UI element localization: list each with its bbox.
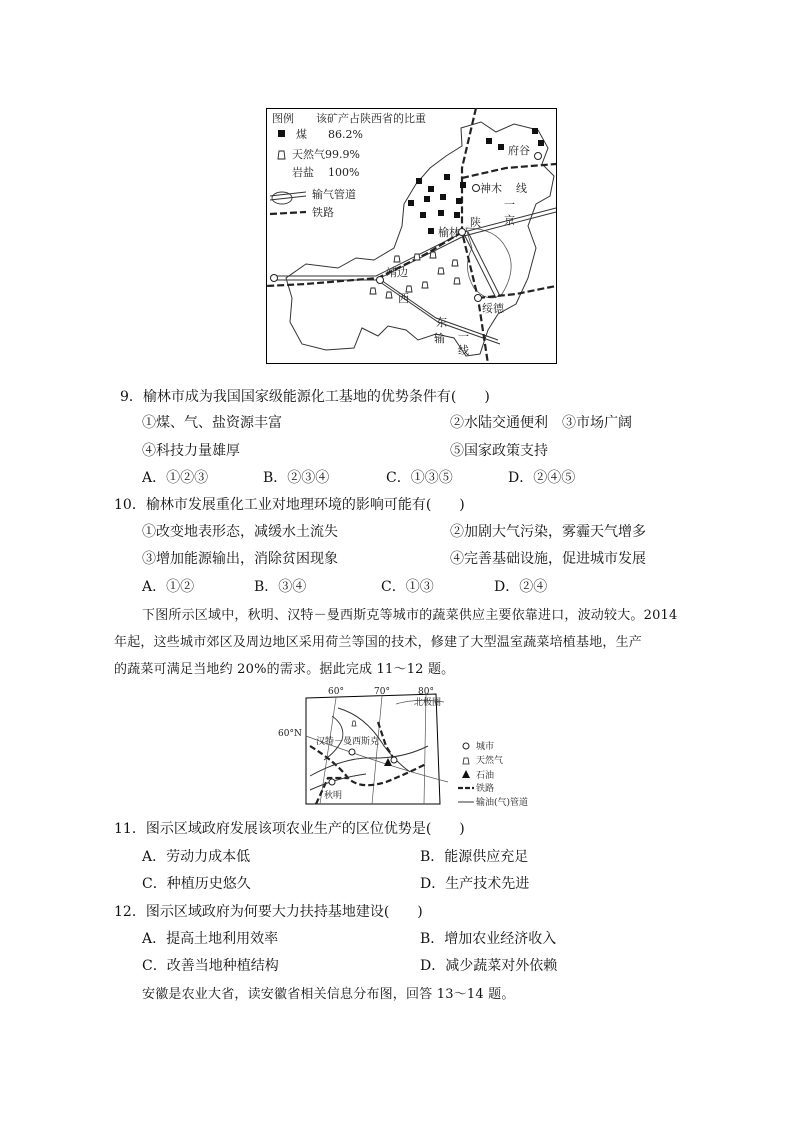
q9-option-5: ⑤国家政策支持 — [450, 443, 548, 459]
svg-text:铁路: 铁路 — [312, 206, 334, 219]
q12-choice-b: B．增加农业经济收入 — [420, 931, 557, 947]
svg-text:石油: 石油 — [476, 771, 495, 781]
svg-text:陕: 陕 — [470, 216, 481, 229]
q9-choice-b: B．②③④ — [263, 470, 330, 486]
q9-stem: 9．榆林市成为我国国家级能源化工基地的优势条件有( ) — [120, 389, 490, 405]
city-tyumen: 秋明 — [324, 791, 343, 801]
coal-legend-icon — [278, 130, 285, 137]
city-hanty: 汉特－曼西斯克 — [316, 737, 380, 747]
svg-text:东: 东 — [436, 316, 447, 329]
q10-choice-a: A．①② — [142, 579, 195, 595]
q9-choice-d: D．②④⑤ — [508, 470, 576, 486]
q11-choice-c: C．种植历史悠久 — [142, 876, 251, 892]
siberia-legend — [458, 740, 528, 808]
city-marker — [349, 749, 355, 755]
svg-text:输气管道: 输气管道 — [312, 188, 356, 201]
svg-text:80°: 80° — [418, 687, 434, 697]
q10-choice-d: D．②④ — [494, 579, 548, 595]
q12-choice-a: A．提高土地利用效率 — [142, 931, 279, 947]
svg-text:西: 西 — [398, 292, 409, 305]
q9-choice-c: C．①③⑤ — [386, 470, 453, 486]
svg-text:京: 京 — [504, 214, 515, 227]
svg-text:一: 一 — [504, 198, 515, 211]
svg-text:一: 一 — [458, 330, 469, 343]
svg-text:输油(气)管道: 输油(气)管道 — [476, 798, 529, 808]
intro-13-14: 安徽是农业大省，读安徽省相关信息分布图，回答 13～14 题。 — [142, 987, 515, 1002]
q12-choice-d: D．减少蔬菜对外依赖 — [420, 958, 558, 974]
q10-option-3: ③增加能源输出，消除贫困现象 — [142, 551, 338, 567]
city-fugu: 府谷 — [508, 144, 530, 157]
city-yulin: 榆林 — [438, 226, 460, 239]
svg-text:线: 线 — [458, 344, 469, 357]
q10-option-4: ④完善基础设施，促进城市发展 — [450, 551, 646, 567]
q11-choice-d: D．生产技术先进 — [420, 876, 530, 892]
city-shenmu: 神木 — [480, 182, 502, 195]
svg-text:岩盐: 岩盐 — [292, 166, 314, 179]
legend-title: 图例 — [272, 112, 294, 125]
q12-choice-c: C．改善当地种植结构 — [142, 958, 279, 974]
svg-text:天然气99.9%: 天然气99.9% — [292, 148, 360, 161]
city-jingbian: 靖边 — [386, 266, 408, 279]
svg-text:86.2%: 86.2% — [328, 128, 363, 141]
q12-stem: 12．图示区域政府为何要大力扶持基地建设( ) — [114, 904, 423, 920]
svg-text:70°: 70° — [374, 687, 390, 697]
legend-subtitle: 该矿产占陕西省的比重 — [316, 112, 426, 125]
svg-text:100%: 100% — [328, 166, 360, 179]
intro-11-12-line2: 年起，这些城市郊区及周边地区采用荷兰等国的技术，修建了大型温室蔬菜培植基地，生产 — [114, 635, 643, 650]
svg-text:铁路: 铁路 — [476, 784, 495, 794]
svg-text:60°: 60° — [328, 687, 344, 697]
siberia-map — [276, 686, 546, 808]
city-suide: 绥德 — [482, 302, 504, 315]
intro-11-12-line1: 下图所示区域中，秋明、汉特－曼西斯克等城市的蔬菜供应主要依靠进口，波动较大。2014 — [142, 608, 678, 623]
arctic-circle-label: 北极圈 — [414, 698, 442, 708]
q9-option-4: ④科技力量雄厚 — [142, 443, 240, 459]
q11-choice-b: B．能源供应充足 — [420, 849, 529, 865]
q11-stem: 11．图示区域政府发展该项农业生产的区位优势是( ) — [114, 821, 465, 837]
svg-text:城市: 城市 — [476, 742, 495, 752]
q9-option-1: ①煤、气、盐资源丰富 — [142, 415, 282, 431]
q10-option-2: ②加剧大气污染，雾霾天气增多 — [450, 524, 646, 540]
q10-stem: 10．榆林市发展重化工业对地理环境的影响可能有( ) — [114, 497, 465, 513]
q10-choice-c: C．①③ — [381, 579, 434, 595]
yulin-map — [266, 108, 557, 364]
q10-option-1: ①改变地表形态，减缓水土流失 — [142, 524, 338, 540]
svg-text:天然气: 天然气 — [476, 756, 504, 766]
intro-11-12-line3: 的蔬菜可满足当地约 20%的需求。据此完成 11～12 题。 — [114, 662, 455, 677]
svg-text:线: 线 — [516, 182, 527, 195]
q11-choice-a: A．劳动力成本低 — [142, 849, 251, 865]
svg-text:输: 输 — [434, 332, 445, 345]
svg-text:60°N: 60°N — [278, 729, 302, 739]
q9-option-2-3: ②水陆交通便利 ③市场广阔 — [450, 415, 632, 431]
gas-legend-icon — [278, 151, 285, 159]
q9-choice-a: A．①②③ — [142, 470, 209, 486]
q10-choice-b: B．③④ — [254, 579, 307, 595]
svg-text:煤: 煤 — [296, 128, 307, 141]
